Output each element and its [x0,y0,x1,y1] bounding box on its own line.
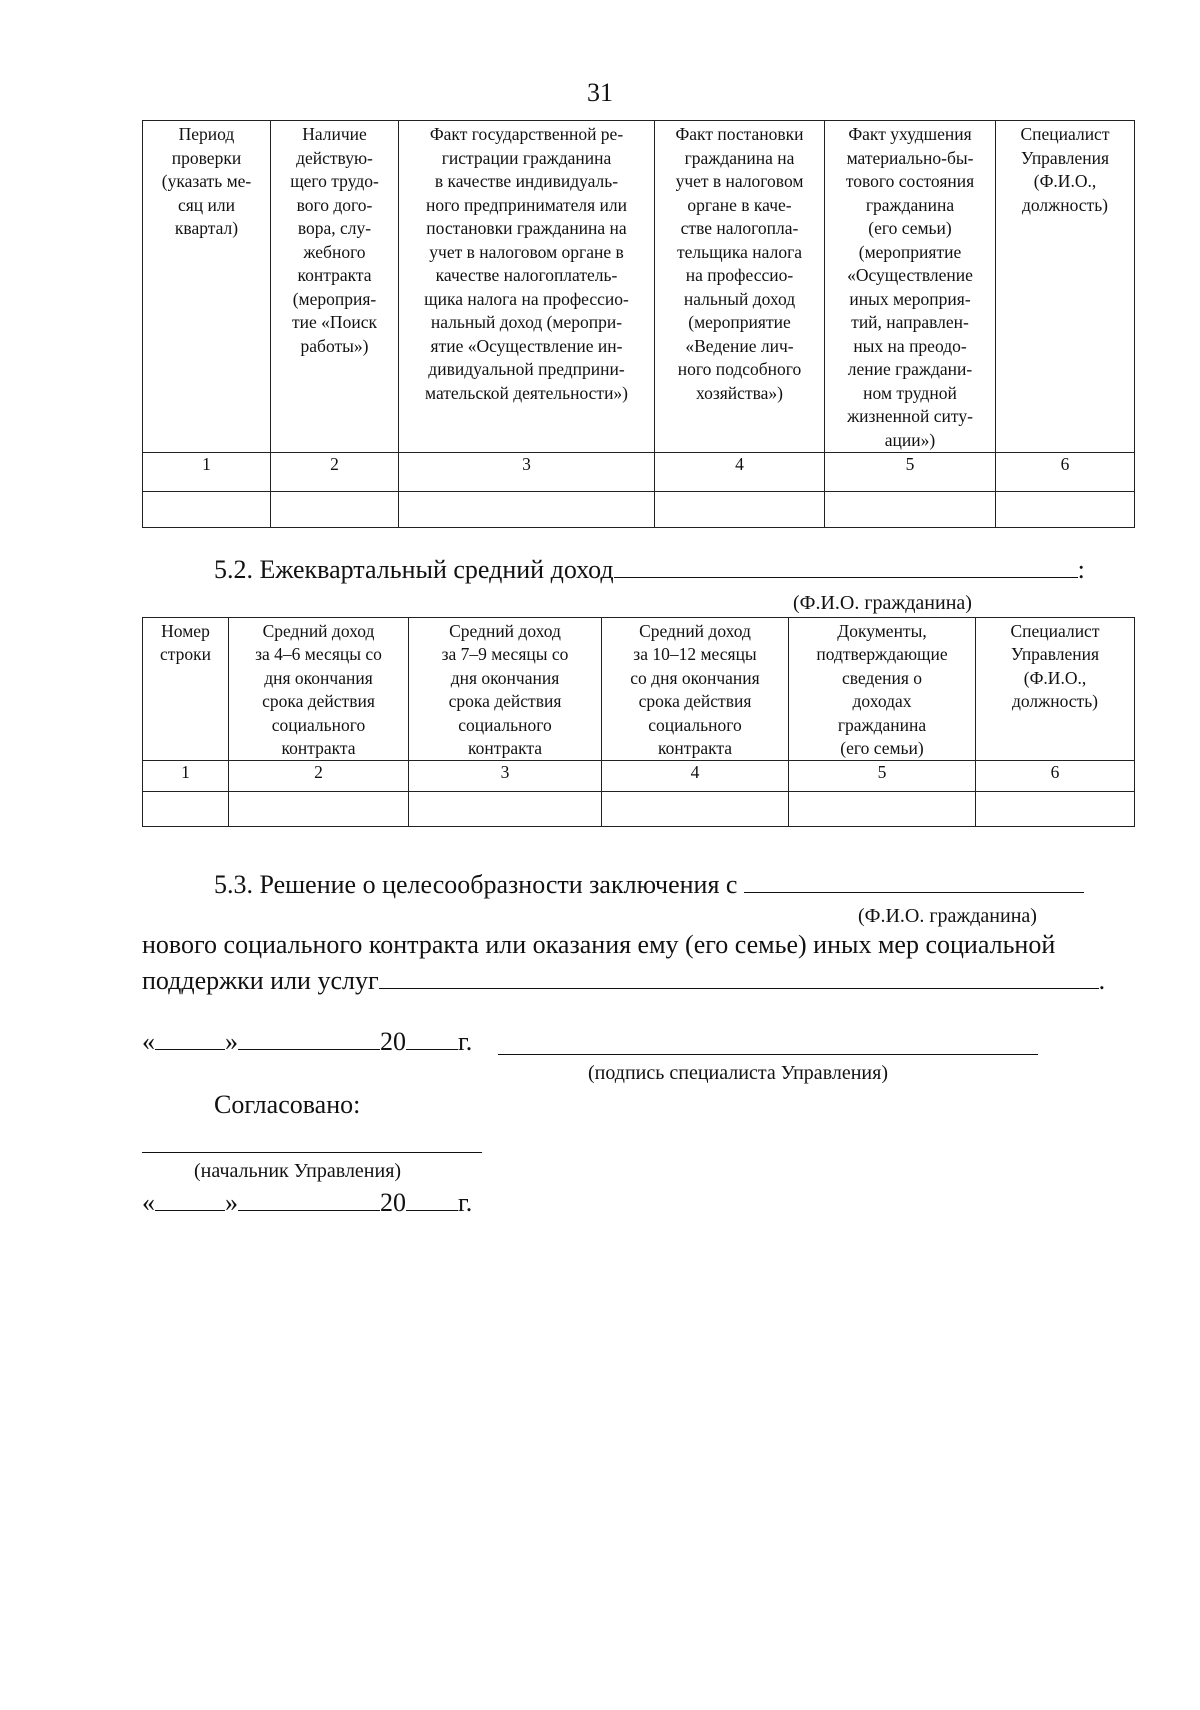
section-53-title: 5.3. Решение о целесообразности заключения с [214,870,738,899]
table-header-row [143,121,1135,453]
close-quote: » [225,1027,238,1056]
column-number: 3 [409,761,602,792]
specialist-signature-caption: (подпись специалиста Управления) [588,1062,888,1084]
table-row [143,792,1135,827]
column-header: Специалист Управления (Ф.И.О., должность) [996,121,1135,453]
month-field[interactable] [238,1188,380,1211]
column-number: 1 [143,453,271,492]
column-number: 5 [789,761,976,792]
head-signature-caption: (начальник Управления) [194,1160,402,1182]
column-number: 6 [996,453,1135,492]
agreed-label: Согласовано: [214,1090,361,1119]
section-52-end-mark: : [1077,555,1085,584]
column-header: Средний доход за 4–6 месяцы со дня окончания срока действия социального контракта [229,618,409,761]
section-53-end-mark: . [1098,966,1106,995]
monitoring-table [142,120,1135,528]
open-quote: « [142,1188,155,1217]
column-header: Специалист Управления (Ф.И.О., должность) [976,618,1135,761]
empty-cell[interactable] [271,492,399,528]
day-field[interactable] [155,1027,225,1050]
support-measures-field[interactable] [379,966,1099,989]
empty-cell[interactable] [996,492,1135,528]
column-number: 4 [655,453,825,492]
column-number: 5 [825,453,996,492]
table-header-row [143,618,1135,761]
day-field[interactable] [155,1188,225,1211]
column-header: Факт постановки гражданина на учет в налоговом органе в каче- стве налогопла- тельщика налога на профессио- нальный доход (мероприятие «Ведение лич- ного подсобного хозяйства») [655,121,825,453]
empty-cell[interactable] [143,492,271,528]
head-date-line [142,1188,472,1218]
section-53-line3-text: поддержки или услуг [142,966,379,995]
column-number: 1 [143,761,229,792]
column-header: Наличие действую- щего трудо- вого дого- вора, слу- жебного контракта (мероприя- тие «Поиск работы») [271,121,399,453]
column-header: Факт государственной ре- гистрации гражданина в качестве индивидуаль- ного предпринимателя или постановки гражданина на учет в налоговом органе в качестве налогоплатель- щика налога на профессио- нальный доход (меропри- ятие «Осуществление ин- дивидуальной предприни- мательской деятельности») [399,121,655,453]
empty-cell[interactable] [789,792,976,827]
column-number-row [143,761,1135,792]
income-table [142,617,1135,827]
specialist-date-line [142,1027,472,1057]
citizen-name-caption: (Ф.И.О. гражданина) [793,592,972,614]
year-prefix: 20 [380,1027,406,1056]
empty-cell[interactable] [229,792,409,827]
empty-cell[interactable] [409,792,602,827]
column-number: 2 [229,761,409,792]
head-signature-field[interactable] [142,1152,482,1153]
close-quote: » [225,1188,238,1217]
column-number-row [143,453,1135,492]
column-number: 6 [976,761,1135,792]
section-53-line3 [142,966,1105,996]
month-field[interactable] [238,1027,380,1050]
section-53-line1 [214,870,1084,900]
column-number: 3 [399,453,655,492]
empty-cell[interactable] [655,492,825,528]
column-number: 2 [271,453,399,492]
section-53-line2: нового социального контракта или оказания ему (его семье) иных мер социальной [142,930,1056,959]
citizen-name-caption-2: (Ф.И.О. гражданина) [858,905,1037,927]
empty-cell[interactable] [976,792,1135,827]
column-header: Номер строки [143,618,229,761]
column-header: Средний доход за 7–9 месяцы со дня окончания срока действия социального контракта [409,618,602,761]
column-header: Факт ухудшения материально-бы- тового состояния гражданина (его семьи) (мероприятие «Осуществление иных мероприя- тий, направлен- ных на преодо- ление граждани- ном трудной жизненной ситу- ации») [825,121,996,453]
section-52-title: 5.2. Ежеквартальный средний доход [214,555,614,584]
citizen-name-field[interactable] [614,555,1078,578]
year-suffix: г. [458,1188,473,1217]
specialist-signature-field[interactable] [498,1054,1038,1055]
empty-cell[interactable] [143,792,229,827]
empty-cell[interactable] [602,792,789,827]
column-header: Период проверки (указать ме- сяц или квартал) [143,121,271,453]
column-number: 4 [602,761,789,792]
column-header: Средний доход за 10–12 месяцы со дня окончания срока действия социального контракта [602,618,789,761]
page-number: 31 [587,78,613,107]
year-field[interactable] [406,1188,458,1211]
empty-cell[interactable] [399,492,655,528]
citizen-name-field-2[interactable] [744,870,1084,893]
open-quote: « [142,1027,155,1056]
table-row [143,492,1135,528]
year-field[interactable] [406,1027,458,1050]
column-header: Документы, подтверждающие сведения о доходах гражданина (его семьи) [789,618,976,761]
section-52-title-line [214,555,1085,585]
year-suffix: г. [458,1027,473,1056]
empty-cell[interactable] [825,492,996,528]
year-prefix: 20 [380,1188,406,1217]
